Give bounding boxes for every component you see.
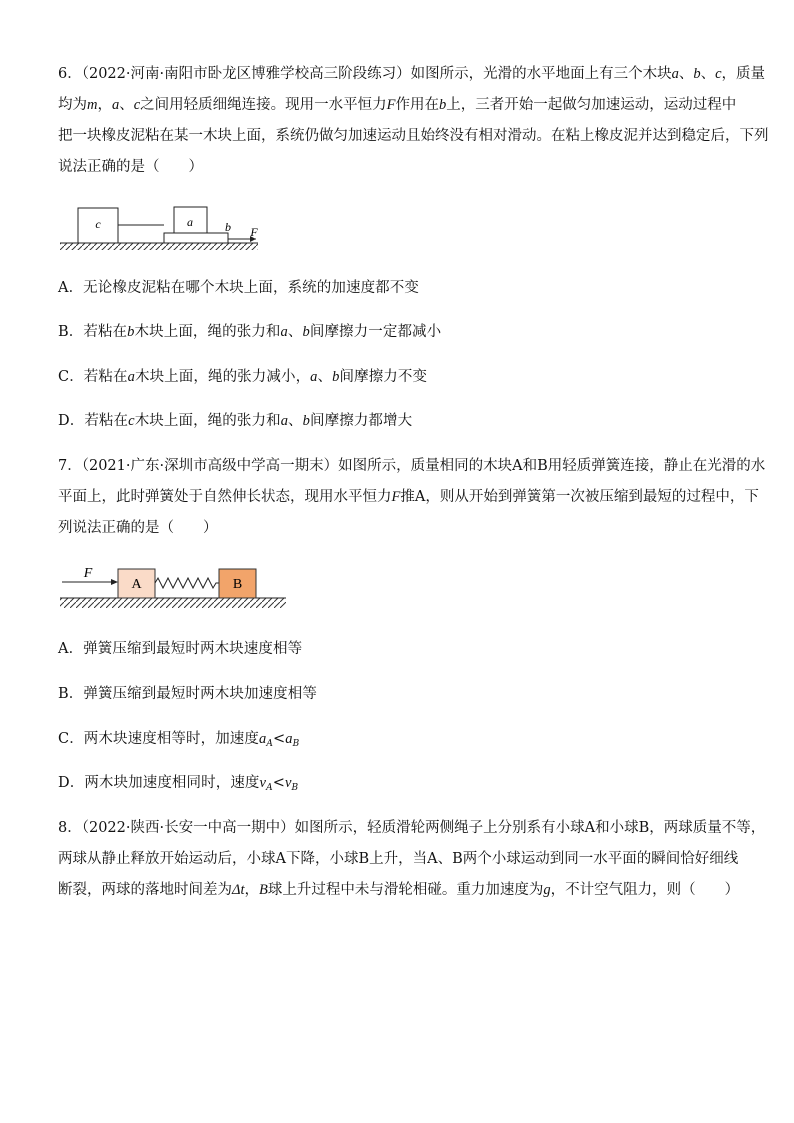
q7-option-c: C．两木块速度相等时，加速度$a_A<a_B$ <box>58 731 300 749</box>
q6-stem-line-1: 6．（2022·河南·南阳市卧龙区博雅学校高三阶段练习）如图所示，光滑的水平地面上有三个木块a、b、c，质量 <box>58 66 766 82</box>
q6-label-c: c <box>95 217 101 231</box>
q6-option-a: A．无论橡皮泥粘在哪个木块上面，系统的加速度都不变 <box>58 280 419 296</box>
q7-stem-line-1: 7．（2021·广东·深圳市高级中学高一期末）如图所示，质量相同的木块A和B用轻质弹簧连接，静止在光滑的水 <box>58 458 766 474</box>
q7-option-a: A．弹簧压缩到最短时两木块速度相等 <box>58 641 303 657</box>
q6-stem-line-2: 均为m，a、c之间用轻质细绳连接。现用一水平恒力F作用在b上，三者开始一起做匀加速运动，运动过程中 <box>58 97 737 113</box>
q8-stem-line-1: 8．（2022·陕西·长安一中高一期中）如图所示，轻质滑轮两侧绳子上分别系有小球A和小球B，两球质量不等， <box>58 820 766 836</box>
q7-stem-line-3: 列说法正确的是（ ） <box>58 520 218 536</box>
q7-option-d: D．两木块加速度相同时，速度$v_A<v_B$ <box>58 775 299 793</box>
q7-force-arrowhead <box>111 579 118 585</box>
q6-label-F: F <box>250 225 258 239</box>
q7-label-B: B <box>232 577 243 592</box>
q7-label-F: F <box>83 566 93 581</box>
q7-label-A: A <box>131 577 142 592</box>
q6-option-c: C．若粘在a木块上面，绳的张力减小，a、b间摩擦力不变 <box>58 369 428 385</box>
q6-stem-line-4: 说法正确的是（ ） <box>58 159 203 175</box>
q6-label-b: b <box>225 220 231 234</box>
q7-stem-line-2: 平面上，此时弹簧处于自然伸长状态，现用水平恒力F推A，则从开始到弹簧第一次被压缩到最短的过程中，下 <box>58 489 759 505</box>
q7-figure <box>58 560 288 614</box>
q6-figure <box>58 204 268 258</box>
q7-option-b: B．弹簧压缩到最短时两木块加速度相等 <box>58 686 317 702</box>
q6-option-b: B．若粘在b木块上面，绳的张力和a、b间摩擦力一定都减小 <box>58 324 442 340</box>
q7-ground-hatch <box>60 598 286 608</box>
q6-ground-hatch <box>60 243 258 250</box>
q6-block-b <box>164 233 228 243</box>
q6-label-a: a <box>187 215 193 229</box>
q7-spring <box>155 578 219 588</box>
q8-stem-line-2: 两球从静止释放开始运动后，小球A下降，小球B上升，当A、B两个小球运动到同一水平面的瞬间恰好细线 <box>58 851 739 867</box>
q8-stem-line-3: 断裂，两球的落地时间差为Δt，B球上升过程中未与滑轮相碰。重力加速度为g，不计空气阻力，则（ ） <box>58 882 740 898</box>
q6-option-d: D．若粘在c木块上面，绳的张力和a、b间摩擦力都增大 <box>58 413 413 429</box>
q6-stem-line-3: 把一块橡皮泥粘在某一木块上面，系统仍做匀加速运动且始终没有相对滑动。在粘上橡皮泥并达到稳定后，下列 <box>58 128 769 144</box>
